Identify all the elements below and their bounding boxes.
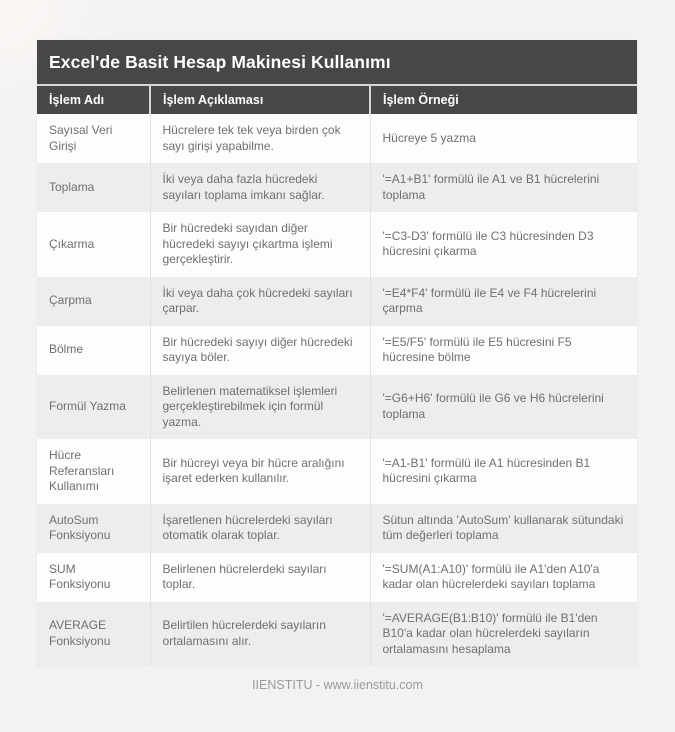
- cell-operation-name: AutoSum Fonksiyonu: [37, 504, 150, 553]
- cell-operation-description: Bir hücreyi veya bir hücre aralığını işaret ederken kullanılır.: [150, 439, 370, 504]
- table-row: [37, 553, 637, 602]
- column-header-islem-aciklamasi: İşlem Açıklaması: [150, 86, 370, 114]
- table-row: [37, 375, 637, 440]
- cell-operation-description: Bir hücredeki sayıyı diğer hücredeki sayıya böler.: [150, 326, 370, 375]
- column-header-islem-adi: İşlem Adı: [37, 86, 150, 114]
- cell-operation-example: Sütun altında 'AutoSum' kullanarak sütundaki tüm değerleri toplama: [370, 504, 637, 553]
- cell-operation-example: '=C3-D3' formülü ile C3 hücresinden D3 hücresini çıkarma: [370, 212, 637, 277]
- cell-operation-description: Belirlenen hücrelerdeki sayıları toplar.: [150, 553, 370, 602]
- cell-operation-example: '=E5/F5' formülü ile E5 hücresini F5 hücresine bölme: [370, 326, 637, 375]
- cell-operation-example: '=A1-B1' formülü ile A1 hücresinden B1 hücresini çıkarma: [370, 439, 637, 504]
- page-title: Excel'de Basit Hesap Makinesi Kullanımı: [37, 40, 637, 86]
- cell-operation-description: Belirlenen matematiksel işlemleri gerçekleştirebilmek için formül yazma.: [150, 375, 370, 440]
- cell-operation-name: Formül Yazma: [37, 375, 150, 440]
- table-row: [37, 163, 637, 212]
- cell-operation-description: İşaretlenen hücrelerdeki sayıları otomatik olarak toplar.: [150, 504, 370, 553]
- table-header-row: [37, 86, 637, 114]
- table-row: [37, 439, 637, 504]
- table-row: [37, 114, 637, 163]
- table-header: [37, 86, 637, 114]
- cell-operation-description: İki veya daha fazla hücredeki sayıları toplama imkanı sağlar.: [150, 163, 370, 212]
- cell-operation-name: Hücre Referansları Kullanımı: [37, 439, 150, 504]
- table-body: [37, 114, 637, 666]
- operations-table: [37, 86, 637, 666]
- table-row: [37, 326, 637, 375]
- table-row: [37, 277, 637, 326]
- cell-operation-description: Bir hücredeki sayıdan diğer hücredeki sayıyı çıkartma işlemi gerçekleştirir.: [150, 212, 370, 277]
- cell-operation-name: SUM Fonksiyonu: [37, 553, 150, 602]
- excel-calculator-table-card: [37, 40, 637, 666]
- cell-operation-name: Bölme: [37, 326, 150, 375]
- column-header-islem-ornegi: İşlem Örneği: [370, 86, 637, 114]
- table-row: [37, 602, 637, 667]
- cell-operation-name: Çarpma: [37, 277, 150, 326]
- cell-operation-example: '=SUM(A1:A10)' formülü ile A1'den A10'a kadar olan hücrelerdeki sayıları toplama: [370, 553, 637, 602]
- cell-operation-name: Toplama: [37, 163, 150, 212]
- cell-operation-name: Sayısal Veri Girişi: [37, 114, 150, 163]
- cell-operation-example: '=A1+B1' formülü ile A1 ve B1 hücrelerini toplama: [370, 163, 637, 212]
- cell-operation-description: Hücrelere tek tek veya birden çok sayı girişi yapabilme.: [150, 114, 370, 163]
- cell-operation-example: '=AVERAGE(B1:B10)' formülü ile B1'den B10'a kadar olan hücrelerdeki sayıların ortalamasını hesaplama: [370, 602, 637, 667]
- cell-operation-name: AVERAGE Fonksiyonu: [37, 602, 150, 667]
- footer-credit: IIENSTITU - www.iienstitu.com: [252, 678, 423, 692]
- cell-operation-example: Hücreye 5 yazma: [370, 114, 637, 163]
- cell-operation-example: '=E4*F4' formülü ile E4 ve F4 hücrelerini çarpma: [370, 277, 637, 326]
- cell-operation-description: Belirtilen hücrelerdeki sayıların ortalamasını alır.: [150, 602, 370, 667]
- cell-operation-name: Çıkarma: [37, 212, 150, 277]
- cell-operation-example: '=G6+H6' formülü ile G6 ve H6 hücrelerini toplama: [370, 375, 637, 440]
- cell-operation-description: İki veya daha çok hücredeki sayıları çarpar.: [150, 277, 370, 326]
- table-row: [37, 212, 637, 277]
- table-row: [37, 504, 637, 553]
